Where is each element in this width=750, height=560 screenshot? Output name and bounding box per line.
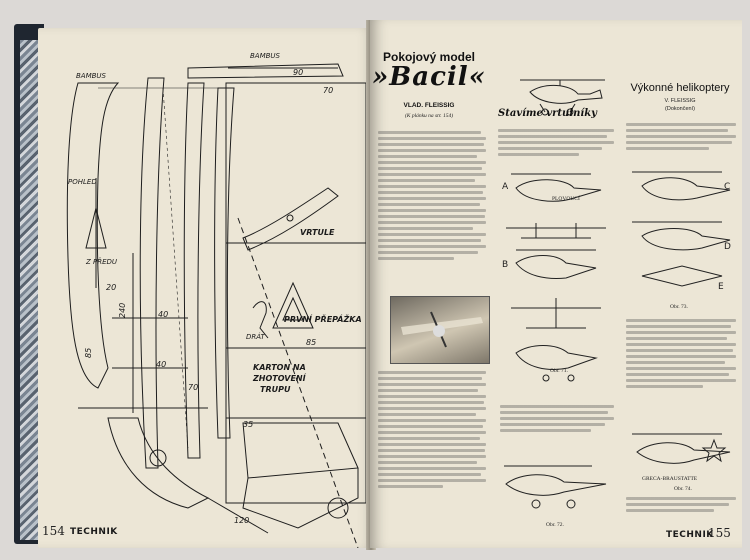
label-bambus-left: BAMBUS [76,72,106,80]
helicopter-diagrams-column [496,168,620,398]
article1-continuation-note: (K plánku na str. 154) [404,113,454,119]
dimension-85-right: 85 [306,338,317,347]
dimension-85-left: 85 [84,347,93,358]
label-karton-1: KARTON NA [253,363,306,372]
dimension-120: 120 [234,516,250,525]
right-page [370,20,742,548]
helicopter-diagram-star [622,412,740,482]
helicopter-diagram-bottom [496,444,620,524]
dimension-90: 90 [293,68,304,77]
figure-label-d: D [724,242,731,252]
article2-part: (Dokončení) [665,106,695,112]
dimension-20: 20 [106,283,117,292]
article1-text-column-top [378,128,486,292]
caption-obr-72: Obr. 72. [546,522,564,528]
caption-obr-74: Obr. 74. [674,486,692,492]
dimension-40-top: 40 [158,310,169,319]
dimension-40-mid: 40 [156,360,167,369]
caption-obr-71: Obr. 71. [550,368,568,374]
label-vrtule: VRTULE [300,228,335,237]
figure-label-greca: GRECA-BRAUSTATTE [642,476,698,482]
open-book [14,10,744,550]
article2-text-bottom [626,494,736,522]
label-pohled: POHLED [68,178,97,186]
handwritten-heading: Stavíme vrtulníky [498,108,597,119]
article2-author: V. FLEISSIG [664,98,696,104]
left-page [38,28,376,548]
footer-logo-left: TECHNIK [70,527,118,537]
dimension-70: 70 [323,86,334,95]
figure-label-b: B [502,260,509,270]
article1-author: VLAD. FLEISSIG [403,102,455,109]
label-bambus-top: BAMBUS [250,52,280,60]
footer-logo-right: TECHNIK [666,530,714,540]
label-drat: DRÁT [246,333,265,341]
figure-label-e: E [718,282,724,292]
model-photo [390,296,490,364]
dimension-240: 240 [118,302,127,318]
article2-text-middle [626,316,736,412]
figure-label-a: A [502,182,509,192]
dimension-35: 35 [243,420,254,429]
article1-title-line2: »Bacil« [372,62,486,92]
article2-title: Výkonné helikoptery [630,82,730,94]
model-plan-drawing [38,28,376,548]
figure-label-plovouci: PLOVOUCÍ [552,196,580,202]
label-prvni-prepazka: PRVNÍ PŘEPÁŽKA [284,315,362,324]
article1-text-column-bottom [378,368,486,518]
article2-text-intro-right [626,120,736,164]
caption-obr-73: Obr. 73. [670,304,688,310]
label-karton-2: ZHOTOVENÍ [253,374,306,383]
page-number-right: 155 [708,526,731,540]
page-number-left: 154 [42,524,65,538]
figure-label-c: C [724,182,731,192]
dimension-70-mid: 70 [188,383,199,392]
label-z-predu: Z PŘEDU [86,258,118,266]
label-karton-3: TRUPU [260,385,291,394]
middle-text-block [500,402,614,442]
article2-text-intro [498,126,614,162]
article1-title-line1: Pokojový model [382,50,476,64]
